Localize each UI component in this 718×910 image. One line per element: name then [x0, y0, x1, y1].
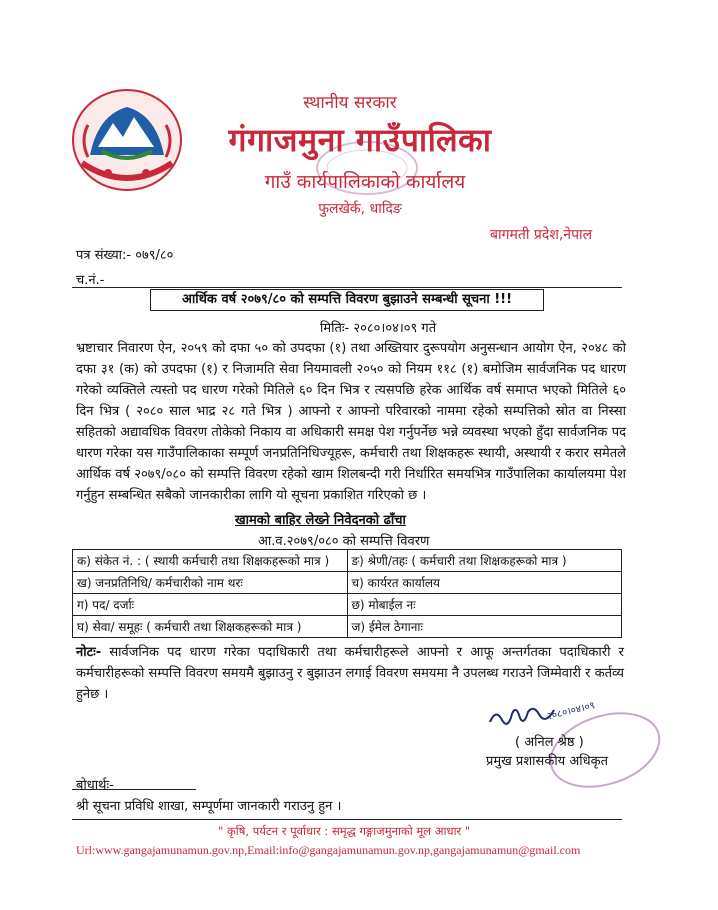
header-office-name: गाउँ कार्यपालिकाको कार्यालय: [264, 171, 466, 193]
footer-contact-line[interactable]: Url:www.gangajamunamun.gov.np,Email:info@gangajamunamun.gov.np,gangajamunamun@gmail.com: [76, 843, 581, 857]
letter-number: पत्र संख्या:- ०७९/८०: [76, 248, 174, 263]
divider: [72, 789, 196, 790]
dispatch-number: च.नं.-: [76, 273, 105, 288]
table-row: [73, 572, 622, 594]
form-template-title: खामको बाहिर लेख्ने निवेदनको ढाँचा: [235, 513, 406, 528]
form-field-code-no: क) संकेत नं. : ( स्थायी कर्मचारी तथा शिक्षकहरूको मात्र ): [73, 550, 348, 572]
header-government-label: स्थानीय सरकार: [303, 93, 397, 113]
notice-date: मितिः- २०८०।०४।०९ गते: [320, 321, 437, 336]
form-field-email: ज) ईमेल ठेगानाः: [347, 616, 622, 638]
note-text: सार्वजनिक पद धारण गरेका पदाधिकारी तथा कर्मचारीहरूले आफ्नो र आफू अन्तर्गतका पदाधिकारी र कर्मचारीहरूको सम्पत्ति विवरण समयमै बुझाउनु र बुझाउन लगाई विवरण समयमा नै उपलब्ध गराउने जिम्मेवारी र कर्तव्य हुनेछ ।: [76, 645, 624, 702]
notice-subject: आर्थिक वर्ष २०७९/८० को सम्पत्ति विवरण बुझाउने सम्बन्धी सूचना !!!: [150, 289, 544, 311]
form-field-office: च) कार्यरत कार्यालय: [347, 572, 622, 594]
header-municipality-name: गंगाजमुना गाउँपालिका: [228, 121, 492, 159]
table-row: [73, 616, 622, 638]
signatory-name: ( अनिल श्रेष्ठ ): [515, 735, 584, 750]
office-stamp: [312, 138, 422, 198]
footer-divider: [72, 819, 622, 820]
government-emblem-logo: [68, 85, 186, 195]
envelope-form-table: [72, 549, 622, 638]
form-field-post: ग) पद/ दर्जाः: [73, 594, 348, 616]
footer-motto: " कृषि, पर्यटन र पूर्वाधार : समृद्ध गङ्गाजमुनाको मूल आधार ": [218, 824, 471, 838]
form-year-line: आ.व.२०७९/०८० को सम्पत्ति विवरण: [258, 534, 430, 549]
form-field-service: घ) सेवा/ समूहः ( कर्मचारी तथा शिक्षकहरूको मात्र ): [73, 616, 348, 638]
form-field-name: ख) जनप्रतिनिधि/ कर्मचारीको नाम थरः: [73, 572, 348, 594]
officer-stamp: [545, 710, 665, 790]
form-field-mobile: छ) मोबाईल नः: [347, 594, 622, 616]
province-label: बागमती प्रदेश,नेपाल: [490, 227, 593, 243]
copy-to-label: बोधार्थः-: [76, 778, 114, 793]
table-row: [73, 594, 622, 616]
signature-date: २०८०।०४।०९: [545, 700, 597, 723]
form-field-grade: ङ) श्रेणी/तहः ( कर्मचारी तथा शिक्षकहरूको मात्र ): [347, 550, 622, 572]
copy-to-text: श्री सूचना प्रविधि शाखा, सम्पूर्णमा जानकारी गराउनु हुन ।: [76, 799, 342, 814]
note-label: नोटः-: [76, 645, 102, 660]
note-paragraph: [76, 642, 624, 705]
divider: [72, 287, 622, 288]
notice-body: भ्रष्टाचार निवारण ऐन, २०५९ को दफा ५० को उपदफा (१) तथा अख्तियार दुरूपयोग अनुसन्धान आयोग ऐन, २०४८ को दफा ३१ (क) को उपदफा (१) र निजामति सेवा नियमावली २०५० को नियम ११८ (१) बमोजिम सार्वजनिक पद धारण गरेको व्यक्तिले त्यस्तो पद धारण गरेको मितिले ६० दिन भित्र र त्यसपछि हरेक आर्थिक वर्ष समाप्त भएको मितिले ६० दिन भित्र ( २०८० साल भाद्र २८ गते भित्र ) आफ्नो र आफ्नो परिवारको नाममा रहेको सम्पत्तिको स्रोत वा निस्सा सहितको अद्यावधिक विवरण तोकेको निकाय वा अधिकारी समक्ष पेश गर्नुपर्नेछ भन्ने व्यवस्था भएको हुँदा सार्वजनिक पद धारण गरेका यस गाउँपालिकाका सम्पूर्ण जनप्रतिनिधिज्यूहरू, कर्मचारी तथा शिक्षकहरू स्थायी, अस्थायी र करार समेतले आर्थिक वर्ष २०७९/०८० को सम्पत्ति विवरण रहेको खाम शिलबन्दी गरी निर्धारित समयभित्र गाउँपालिका कार्यालयमा पेश गर्नुहुन सम्बन्धित सबैको जानकारीका लागि यो सूचना प्रकाशित गरिएको छ ।: [76, 341, 626, 503]
table-row: [73, 550, 622, 572]
header-address: फुलखेर्क, धादिङ: [318, 201, 402, 217]
signatory-title: प्रमुख प्रशासकीय अधिकृत: [486, 754, 609, 769]
